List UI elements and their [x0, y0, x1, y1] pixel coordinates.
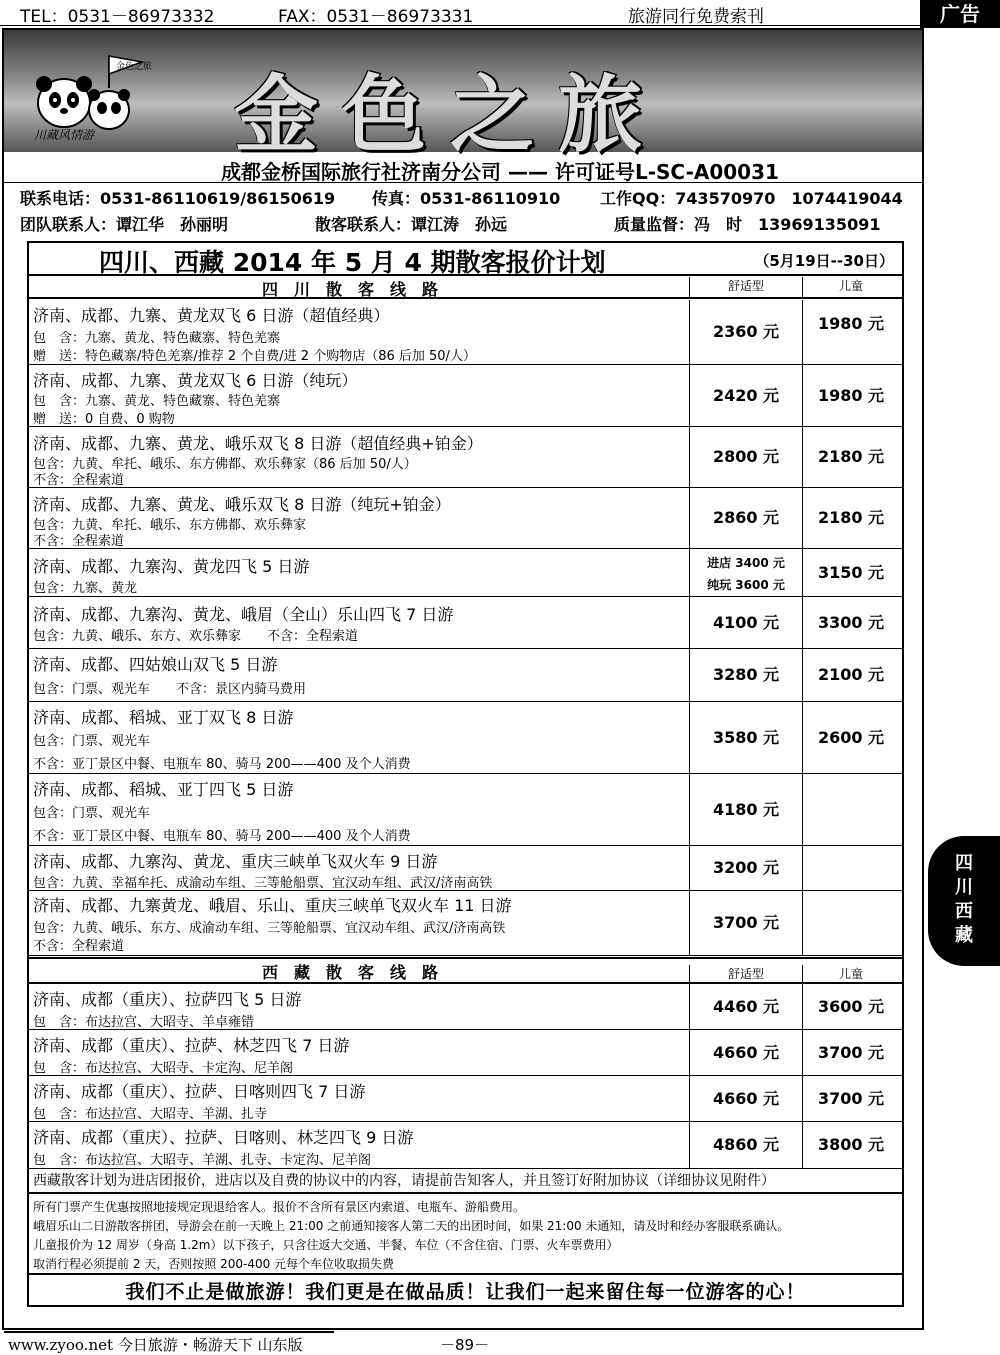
route-detail: 包含：九黄、牟托、峨乐、东方佛都、欢乐彝家（86 后加 50/人） [33, 457, 417, 472]
route-row [29, 1030, 902, 1076]
child-col-header: 儿童 [802, 965, 899, 982]
sichuan-title: 四川散客线路 [261, 280, 454, 299]
route-row [29, 549, 902, 597]
plan-header [29, 243, 902, 276]
comfort-price: 3280 元 [689, 649, 802, 701]
child-price: 2600 元 [802, 702, 899, 773]
section-side-tab [928, 836, 1000, 966]
route-detail: 包含：九黄、峨乐、东方、成渝动车组、三等舱船票、宜汉动车组、武汉/济南高铁 [33, 921, 506, 936]
child-price: 1980 元 [802, 365, 899, 426]
route-detail: 包 含：布达拉宫、大昭寺、羊湖、扎寺 [33, 1107, 268, 1122]
route-detail: 包 含：九寨、黄龙、特色藏寨、特色羌寨 [33, 331, 281, 346]
child-price: 3700 元 [802, 1076, 899, 1121]
route-detail: 包 含：布达拉宫、大昭寺、羊湖、扎寺、卡定沟、尼羊阁 [33, 1153, 372, 1168]
route-detail: 包含：门票、观光车 不含：景区内骑马费用 [33, 682, 307, 697]
team-contact: 团队联系人：谭江华 孙丽明 [20, 215, 229, 234]
route-title: 济南、成都（重庆）、拉萨、日喀则四飞 7 日游 [33, 1082, 366, 1101]
ad-tag: 广告 [920, 0, 1000, 28]
route-row [29, 649, 902, 702]
route-detail: 包含：门票、观光车 [33, 806, 151, 821]
contact-qq: 工作QQ：743570970 1074419044 [600, 189, 903, 208]
child-price [802, 846, 899, 890]
route-detail: 赠 送：0 自费、0 购物 [33, 412, 175, 427]
tibet-note: 西藏散客计划为进店团报价，进店以及自费的协议中的内容，请提前告知客人，并且签订好附加协议（详细协议见附件） [29, 1170, 902, 1194]
child-price: 3600 元 [802, 984, 899, 1029]
route-detail: 包含：九黄、幸福牟托、成渝动车组、三等舱船票、宜汉动车组、武汉/济南高铁 [33, 876, 493, 891]
route-row [29, 488, 902, 549]
comfort-price: 2800 元 [689, 427, 802, 487]
comfort-price: 3700 元 [689, 891, 802, 955]
note-line: 峨眉乐山二日游散客拼团，导游会在前一天晚上 21:00 之前通知接客人第二天的出团时间，如果 21:00 未通知，请及时和经办客服联系确认。 [33, 1219, 790, 1233]
route-detail: 包含：九黄、峨乐、东方、欢乐彝家 不含：全程索道 [33, 629, 359, 644]
route-detail: 包含：九寨、黄龙 [33, 581, 138, 596]
route-title: 济南、成都、九寨沟、黄龙、峨眉（全山）乐山四飞 7 日游 [33, 605, 454, 624]
comfort-price: 4860 元 [689, 1122, 802, 1168]
route-title: 济南、成都、稻城、亚丁四飞 5 日游 [33, 780, 294, 799]
route-row [29, 597, 902, 649]
route-detail: 包 含：布达拉宫、大昭寺、羊卓雍错 [33, 1015, 255, 1030]
comfort-price: 4460 元 [689, 984, 802, 1029]
route-detail: 不含：亚丁景区中餐、电瓶车 80、骑马 200——400 及个人消费 [33, 829, 411, 844]
route-row [29, 846, 902, 891]
child-col-header: 儿童 [802, 277, 899, 297]
note-line: 取消行程必须提前 2 天，否则按照 200-400 元每个车位收取损失费 [33, 1257, 395, 1271]
route-detail: 包含：九黄、牟托、峨乐、东方佛都、欢乐彝家 [33, 518, 307, 533]
comfort-price: 4100 元 [689, 597, 802, 648]
route-row [29, 774, 902, 846]
footer-site: www.zyoo.net 今日旅游・畅游天下 山东版 [8, 1336, 303, 1354]
route-row [29, 984, 902, 1030]
route-title: 济南、成都、九寨沟、黄龙、重庆三峡单飞双火车 9 日游 [33, 852, 438, 871]
comfort-price: 3200 元 [689, 846, 802, 890]
top-bar [0, 0, 1000, 28]
plan-title: 四川、西藏 2014 年 5 月 4 期散客报价计划 [99, 248, 606, 277]
quality-supervisor: 质量监督：冯 时 13969135091 [614, 215, 881, 234]
panda-mascot-icon [24, 48, 153, 138]
slogan-divider [29, 1273, 902, 1275]
route-title: 济南、成都、稻城、亚丁双飞 8 日游 [33, 708, 294, 727]
route-title: 济南、成都、九寨黄龙、峨眉、乐山、重庆三峡单飞双火车 11 日游 [33, 896, 512, 915]
sichuan-section-header [29, 277, 902, 299]
child-price: 3800 元 [802, 1122, 899, 1168]
contact-fax: 传真：0531-86110910 [372, 189, 561, 208]
route-row [29, 427, 902, 488]
flag-text: 金色之旅 [116, 62, 153, 72]
route-title: 济南、成都、九寨、黄龙、峨乐双飞 8 日游（超值经典+铂金） [33, 434, 483, 453]
company-name: 成都金桥国际旅行社济南分公司 —— 许可证号L-SC-A00031 [221, 160, 779, 184]
comfort-price: 3580 元 [689, 702, 802, 773]
note-line: 所有门票产生优惠按照地接规定现退给客人。报价不含所有景区内索道、电瓶车、游船费用。 [33, 1200, 526, 1214]
logo-subtitle: 川藏风情游 [34, 128, 95, 142]
route-row [29, 702, 902, 774]
comfort-price: 4660 元 [689, 1076, 802, 1121]
comfort-price: 4180 元 [689, 774, 802, 845]
route-row [29, 365, 902, 427]
route-row [29, 300, 902, 365]
scatter-contact: 散客联系人：谭江涛 孙远 [315, 215, 508, 234]
footer-rule [4, 1331, 334, 1333]
comfort-price: 4660 元 [689, 1030, 802, 1075]
comfort-price: 2420 元 [689, 365, 802, 426]
child-price: 2180 元 [802, 488, 899, 548]
child-price [802, 774, 899, 845]
route-detail: 不含：全程索道 [33, 534, 125, 549]
contact-phone: 联系电话：0531-86110619/86150619 [20, 189, 336, 208]
price-with-shopping: 进店 3400 元 [707, 556, 785, 570]
route-title: 济南、成都（重庆）、拉萨、日喀则、林芝四飞 9 日游 [33, 1128, 414, 1147]
child-price: 2180 元 [802, 427, 899, 487]
route-detail: 包 含：九寨、黄龙、特色藏寨、特色羌寨 [33, 394, 281, 409]
fax-text: FAX：0531－86973331 [278, 7, 474, 27]
comfort-price: 2360 元 [689, 300, 802, 364]
route-title: 济南、成都、九寨、黄龙双飞 6 日游（超值经典） [33, 306, 390, 325]
route-title: 济南、成都、四姑娘山双飞 5 日游 [33, 655, 278, 674]
top-divider [0, 25, 920, 26]
comfort-price [689, 549, 802, 596]
child-price: 3300 元 [802, 597, 899, 648]
top-slogan: 旅游同行免费索刊 [628, 7, 764, 27]
route-row [29, 891, 902, 956]
route-title: 济南、成都（重庆）、拉萨、林芝四飞 7 日游 [33, 1036, 350, 1055]
company-divider [4, 182, 922, 183]
slogan: 我们不止是做旅游！我们更是在做品质！让我们一起来留住每一位游客的心！ [125, 1281, 806, 1303]
side-tab-label: 四川西藏 [955, 853, 973, 946]
page-number: －89－ [440, 1336, 490, 1354]
route-row [29, 1122, 902, 1169]
route-detail: 包含：门票、观光车 [33, 734, 151, 749]
child-price: 1980 元 [802, 300, 899, 364]
child-price [802, 891, 899, 955]
child-price: 3150 元 [802, 549, 899, 596]
route-title: 济南、成都、九寨、黄龙、峨乐双飞 8 日游（纯玩+铂金） [33, 495, 451, 514]
tibet-title: 西藏散客线路 [261, 963, 454, 982]
price-pure-tour: 纯玩 3600 元 [707, 578, 785, 592]
route-detail: 赠 送：特色藏寨/特色羌寨/推荐 2 个自费/进 2 个购物店（86 后加 50/人） [33, 349, 476, 364]
child-price: 2100 元 [802, 649, 899, 701]
comfort-col-header: 舒适型 [689, 277, 802, 297]
footer [0, 1331, 1000, 1354]
route-title: 济南、成都、九寨沟、黄龙四飞 5 日游 [33, 557, 310, 576]
route-title: 济南、成都（重庆）、拉萨四飞 5 日游 [33, 990, 302, 1009]
comfort-col-header: 舒适型 [689, 965, 802, 982]
child-price: 3700 元 [802, 1030, 899, 1075]
route-row [29, 1076, 902, 1122]
plan-date-range: （5月19日--30日） [754, 252, 894, 270]
route-detail: 不含：全程索道 [33, 939, 125, 954]
route-title: 济南、成都、九寨、黄龙双飞 6 日游（纯玩） [33, 371, 358, 390]
tel-text: TEL：0531－86973332 [20, 7, 215, 27]
route-detail: 不含：全程索道 [33, 473, 125, 488]
banner-title: 金色之旅 [234, 65, 667, 164]
note-line: 儿童报价为 12 周岁（身高 1.2m）以下孩子，只含往返大交通、半餐、车位（不含住宿、门票、火车票费用） [33, 1238, 619, 1252]
tibet-section-header [29, 957, 902, 984]
banner [4, 30, 922, 164]
route-detail: 不含：亚丁景区中餐、电瓶车 80、骑马 200——400 及个人消费 [33, 757, 411, 772]
route-detail: 包 含：布达拉宫、大昭寺、卡定沟、尼羊阁 [33, 1061, 294, 1076]
comfort-price: 2860 元 [689, 488, 802, 548]
